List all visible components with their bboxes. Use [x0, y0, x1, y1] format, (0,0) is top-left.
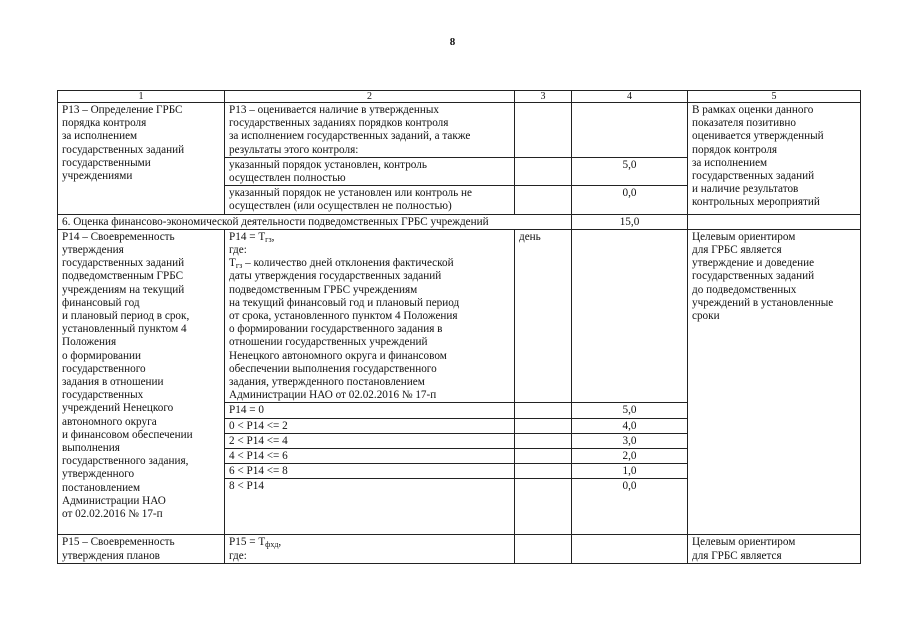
p15-name: Р15 – Своевременность утверждения планов: [58, 535, 225, 563]
header-cell-3: 3: [515, 91, 572, 103]
p14-t-symbol: Т: [229, 257, 236, 270]
p14-formula-suffix: ,: [271, 230, 275, 243]
p14-t-subscript: гз: [235, 261, 243, 271]
p13-name: Р13 – Определение ГРБС порядка контроля за исполнением государственных заданий государственными учреждениями: [58, 103, 225, 215]
header-cell-4: 4: [572, 91, 688, 103]
p14-value-cell: [572, 229, 688, 403]
p15-unit-cell: [515, 535, 572, 563]
p13-value-cell: [572, 103, 688, 158]
p15-formula-subscript: фхд: [265, 540, 279, 550]
p14-option-unit: [515, 479, 572, 535]
p14-option-text: 2 < Р14 <= 4: [225, 433, 515, 448]
p13-option-text: указанный порядок установлен, контроль осуществлен полностью: [225, 157, 515, 185]
p15-where-label: где:: [229, 549, 247, 562]
p13-option-value: 5,0: [572, 157, 688, 185]
section-6-row: [58, 214, 861, 229]
p14-option-value: 4,0: [572, 418, 688, 433]
p14-comment: Целевым ориентиром для ГРБС является утверждение и доведение государственных заданий до подведомственных учреждений в установленные сроки: [688, 229, 861, 535]
p13-comment: В рамках оценки данного показателя позитивно оценивается утвержденный порядок контроля за исполнением государственных заданий и наличие результатов контрольных мероприятий: [688, 103, 861, 215]
header-cell-2: 2: [225, 91, 515, 103]
p14-option-unit: [515, 464, 572, 479]
p14-option-value: 5,0: [572, 403, 688, 418]
p14-option-text: 4 < Р14 <= 6: [225, 449, 515, 464]
p14-option-value: 3,0: [572, 433, 688, 448]
p15-description: [225, 535, 515, 563]
p15-value-cell: [572, 535, 688, 563]
p14-t-definition: – количество дней отклонения фактической даты утверждения государственных заданий подведомственным ГРБС учреждениям на текущий финансовый год и плановый период от срока, установленного пунктом 4 Положения о формировании государственного задания в отношении государственных учреждений Ненецкого автономного округа и финансовом обеспечении выполнения государственного задания, утвержденного постановлением Администрации НАО от 02.02.2016 № 17-п: [229, 257, 460, 402]
p14-description: [225, 229, 515, 403]
p13-option-unit: [515, 186, 572, 214]
p14-formula-prefix: Р14 = Т: [229, 230, 266, 243]
header-cell-5: 5: [688, 91, 861, 103]
p14-option-value: 2,0: [572, 449, 688, 464]
p13-description-row: [58, 103, 861, 158]
p13-option-text: указанный порядок не установлен или контроль не осуществлен (или осуществлен не полностью): [225, 186, 515, 214]
p14-option-unit: [515, 403, 572, 418]
p14-option-value: 0,0: [572, 479, 688, 535]
p15-formula-prefix: Р15 = Т: [229, 536, 266, 549]
p14-option-text: Р14 = 0: [225, 403, 515, 418]
p14-option-text: 8 < Р14: [225, 479, 515, 535]
p13-option-value: 0,0: [572, 186, 688, 214]
p14-option-unit: [515, 418, 572, 433]
p14-name: Р14 – Своевременность утверждения государственных заданий подведомственным ГРБС учреждениям на текущий финансовый год и плановый период в срок, установленный пунктом 4 Положения о формировании государственного задания в отношении государственных учреждений Ненецкого автономного округа и финансовом обеспечении выполнения государственного задания, утвержденного постановлением Администрации НАО от 02.02.2016 № 17-п: [58, 229, 225, 535]
section-6-comment: [688, 214, 861, 229]
section-6-value: 15,0: [572, 214, 688, 229]
p14-option-unit: [515, 433, 572, 448]
p15-row: [58, 535, 861, 563]
p14-option-text: 0 < Р14 <= 2: [225, 418, 515, 433]
p14-option-unit: [515, 449, 572, 464]
p14-description-row: [58, 229, 861, 403]
p14-unit: день: [515, 229, 572, 403]
p15-comment: Целевым ориентиром для ГРБС является: [688, 535, 861, 563]
p13-option-unit: [515, 157, 572, 185]
page-number: 8: [449, 36, 456, 48]
header-row: [58, 91, 861, 103]
p14-formula-subscript: гз: [265, 234, 272, 244]
p14-option-text: 6 < Р14 <= 8: [225, 464, 515, 479]
p13-unit-cell: [515, 103, 572, 158]
p13-description: Р13 – оценивается наличие в утвержденных государственных заданиях порядков контроля за исполнением государственных заданий, а также результаты этого контроля:: [225, 103, 515, 158]
p14-where-label: где:: [229, 244, 247, 257]
section-6-title: 6. Оценка финансово-экономической деятельности подведомственных ГРБС учреждений: [58, 214, 572, 229]
header-cell-1: 1: [58, 91, 225, 103]
p15-formula-suffix: ,: [278, 536, 282, 549]
p14-option-value: 1,0: [572, 464, 688, 479]
indicators-table: [57, 90, 861, 564]
